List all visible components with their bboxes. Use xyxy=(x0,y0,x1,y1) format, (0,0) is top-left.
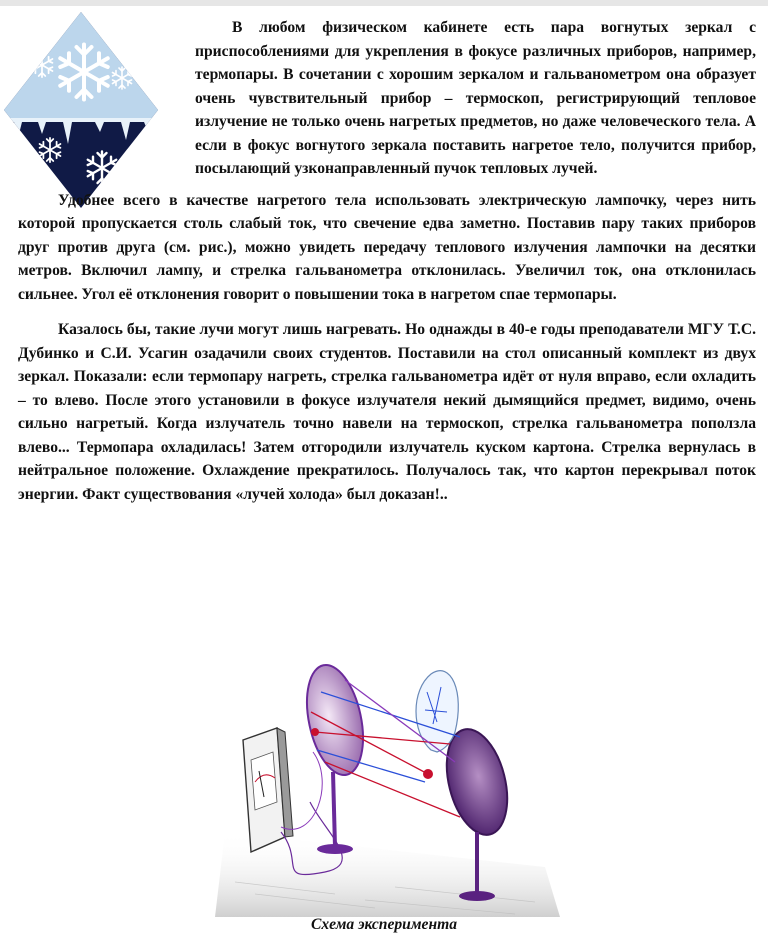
lamp xyxy=(416,671,458,752)
receiver-mirror xyxy=(298,660,372,854)
paragraph-1: В любом физическом кабинете есть пара вогнутых зеркал с приспособлениями для укрепления в фокусе различных приборов, например, термопары. В сочетании с хорошим зеркалом и гальванометром она образует очень чувствительный прибор – термоскоп, регистрирующий тепловое излучение не только очень нагретых предметов, но даже человеческого тела. А если в фокус вогнутого зеркала поставить нагретое тело, получится прибор, посылающий узконаправленный пучок тепловых лучей. xyxy=(195,19,756,177)
top-border xyxy=(0,0,768,6)
experiment-illustration xyxy=(215,632,560,917)
article-body xyxy=(18,16,756,506)
galvanometer xyxy=(243,728,293,852)
paragraph-2: Удобнее всего в качестве нагретого тела использовать электрическую лампочку, через нить которой пропускается столь слабый ток, что свечение едва заметно. Поставив пару таких приборов друг против друга (см. рис.), можно увидеть передачу теплового излучения лампочки на десятки метров. Включил лампу, и стрелка гальванометра отклонилась. Увеличил ток, она отклонилась сильнее. Угол её отклонения говорит о повышении тока в нагретом спае термопары. xyxy=(18,191,756,303)
figure-caption: Схема эксперимента xyxy=(310,916,458,933)
paragraph-3: Казалось бы, такие лучи могут лишь нагревать. Но однажды в 40-е годы преподаватели МГУ Т.С. Дубинко и С.И. Усагин озадачили своих студентов. Поставили на стол описанный комплект из двух зеркал. Показали: если термопару нагреть, стрелка гальванометра идёт от нуля вправо, если охладить – то влево. После этого установили в фокусе излучателя некий дымящийся предмет, видимо, очень сильно нагретый. Когда излучатель точно навели на термоскоп, стрелка гальванометра поползла влево... Термопара охладилась! Затем отгородили излучатель куском картона. Стрелка вернулась в нейтральное положение. Охлаждение прекратилось. Получалось так, что картон перекрывал поток энергии. Факт существования «лучей холода» был доказан!.. xyxy=(18,321,756,503)
